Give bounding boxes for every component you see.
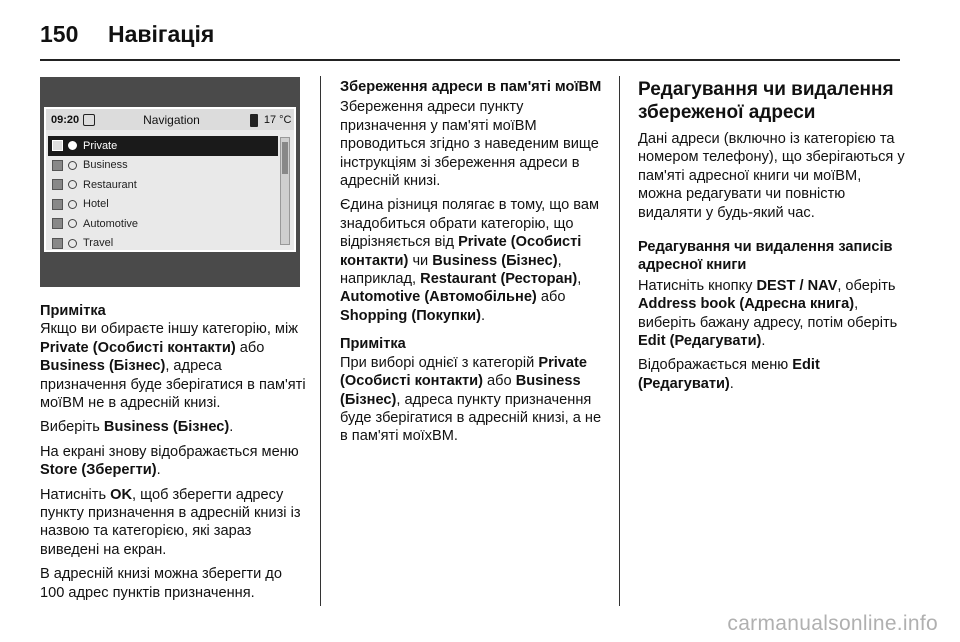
screen-scrollbar	[280, 137, 290, 245]
paragraph: Натисніть кнопку DEST / NAV, оберіть Address book (Адресна книга), виберіть бажану адресу, потім оберіть Edit (Редагувати).	[638, 277, 898, 350]
paragraph: Натисніть OK, щоб зберегти адресу пункту призначення в адресній книзі із назвою та категорією, які зараз виведені на екран.	[40, 486, 301, 558]
radio-icon	[68, 161, 77, 170]
watermark: carmanualsonline.info	[727, 612, 938, 635]
list-item-label: Hotel	[83, 198, 109, 211]
screen-temperature: 17 °C	[263, 114, 292, 126]
list-item	[48, 156, 278, 176]
phone-icon	[250, 114, 258, 127]
paragraph: На екрані знову відображається меню Store (Зберегти).	[40, 443, 299, 479]
note-title: Примітка	[340, 336, 406, 353]
category-icon	[52, 179, 63, 190]
category-icon	[52, 238, 63, 249]
screen-title: Navigation	[143, 113, 200, 127]
scroll-thumb	[282, 142, 288, 174]
category-list	[48, 136, 278, 253]
column-2	[340, 78, 608, 452]
page-header	[40, 14, 214, 54]
note-title: Примітка	[40, 303, 106, 319]
list-item-label: Travel	[83, 237, 114, 250]
list-item-label: Business	[83, 159, 128, 172]
list-item-label: Restaurant	[83, 178, 137, 191]
category-icon	[52, 160, 63, 171]
column-1	[40, 302, 310, 608]
section-subheading: Збереження адреси в пам'яті моїВМ	[340, 79, 602, 95]
section-subheading: Редагування чи видалення записів адресної книги	[638, 239, 893, 274]
radio-icon	[68, 219, 77, 228]
paragraph: В адресній книзі можна зберегти до 100 адрес пунктів призначення.	[40, 566, 282, 601]
list-item	[48, 214, 278, 234]
paragraph: Єдина різниця полягає в тому, що вам знадобиться обрати категорію, що відрізняється від Private (Особисті контакти) чи Business (Бізнес), наприклад, Restaurant (Ресторан), Automotive (Автомобільне) або Shopping (Покупки).	[340, 197, 600, 324]
page-title: Навігація	[108, 20, 215, 47]
radio-icon	[68, 200, 77, 209]
category-icon	[52, 199, 63, 210]
list-item	[48, 175, 278, 195]
section-heading: Редагування чи видалення збереженої адреси	[638, 79, 894, 123]
note-block	[340, 335, 608, 445]
radio-icon	[68, 180, 77, 189]
column-divider-2	[619, 76, 620, 606]
list-item-label: Automotive	[83, 217, 139, 230]
paragraph: Дані адреси (включно із категорією та номером телефону), що зберігаються у пам'яті адресної книги чи моїВМ, можна редагувати чи повністю видаляти у будь-який час.	[638, 131, 905, 221]
paragraph: Збереження адреси пункту призначення у пам'яті моїВМ проводиться згідно з наведеним вище інструкціям зі збереження адреси в адресній книзі.	[340, 99, 599, 190]
list-item-label: Private	[83, 139, 118, 152]
note-text: При виборі однієї з категорій Private (Особисті контакти) або Business (Бізнес), адреса пункту призначення буде зберігатися в адресній книзі, а не в пам'яті моїхВМ.	[340, 354, 602, 445]
list-item	[48, 136, 278, 156]
screen-time: 09:20	[51, 114, 80, 126]
page-number: 150	[40, 20, 79, 47]
paragraph: Відображається меню Edit (Редагувати).	[638, 357, 820, 392]
list-item	[48, 195, 278, 215]
note-block	[40, 302, 310, 412]
list-item	[48, 234, 278, 254]
column-3	[638, 78, 906, 399]
note-text: Якщо ви обираєте іншу категорію, між Private (Особисті контакти) або Business (Бізнес), адреса призначення буде зберігатися в пам'яті моїВМ не в адресній книзі.	[40, 321, 306, 412]
clock-icon	[83, 114, 95, 126]
category-icon	[52, 140, 63, 151]
radio-icon	[68, 141, 77, 150]
category-icon	[52, 218, 63, 229]
paragraph: Виберіть Business (Бізнес).	[40, 419, 234, 436]
header-rule	[40, 59, 900, 61]
column-divider-1	[320, 76, 321, 606]
screen-status-bar	[44, 107, 296, 131]
radio-icon	[68, 239, 77, 248]
